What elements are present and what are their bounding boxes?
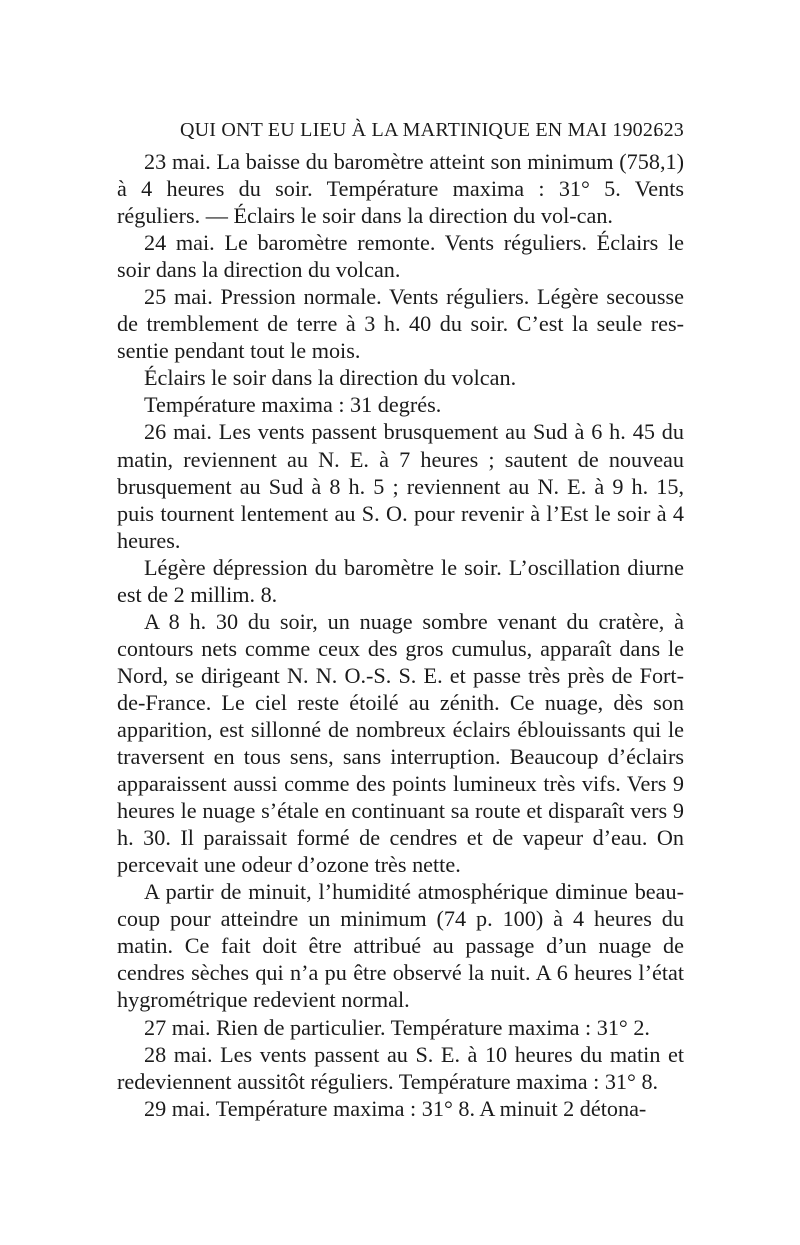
paragraph-may-26: 26 mai. Les vents passent brusquement au Sud à 6 h. 45 du matin, reviennent au N. E. à 7 heures ; sautent de nouveau brusquement au Sud à 8 h. 5 ; reviennent au N. E. à 9 h. 15, puis tournent lentement au S. O. pour revenir à l’Est le soir à 4 heures. (117, 419, 684, 553)
paragraph-dark-cloud: A 8 h. 30 du soir, un nuage sombre venant du cratère, à contours nets comme ceux des gros cumulus, apparaît dans le Nord, se dirigeant N. N. O.-S. S. E. et passe très près de Fort-de-France. Le ciel reste étoilé au zénith. Ce nuage, dès son apparition, est sillonné de nombreux éclairs éblouissants qui le traversent en tous sens, sans interruption. Beaucoup d’éclairs apparaissent aussi comme des points lumineux très vifs. Vers 9 heures le nuage s’étale en continuant sa route et disparaît vers 9 h. 30. Il paraissait formé de cendres et de vapeur d’eau. On percevait une odeur d’ozone très nette. (117, 608, 684, 878)
paragraph-humidity: A partir de minuit, l’humidité atmosphérique diminue beau-coup pour atteindre un minimum (74 p. 100) à 4 heures du matin. Ce fait doit être attribué au passage d’un nuage de cendres sèches qui n’a pu être observé la nuit. A 6 heures l’état hygrométrique redevient normal. (117, 879, 684, 1013)
paragraph-lightning: Éclairs le soir dans la direction du volcan. (144, 365, 517, 391)
paragraph-may-29: 29 mai. Température maxima : 31° 8. A minuit 2 détona- (144, 1095, 647, 1121)
page-number: 623 (653, 119, 684, 141)
paragraph-temperature: Température maxima : 31 degrés. (144, 392, 442, 418)
running-title: QUI ONT EU LIEU À LA MARTINIQUE EN MAI 1902. (180, 119, 659, 141)
paragraph-may-27: 27 mai. Rien de particulier. Température maxima : 31° 2. (144, 1014, 650, 1040)
paragraph-may-24: 24 mai. Le baromètre remonte. Vents réguliers. Éclairs le soir dans la direction du volcan. (117, 230, 684, 283)
paragraph-may-28: 28 mai. Les vents passent au S. E. à 10 heures du matin et redeviennent aussitôt réguliers. Température maxima : 31° 8. (117, 1041, 684, 1094)
body-text (117, 148, 684, 1122)
running-head (117, 114, 684, 144)
paragraph-may-25: 25 mai. Pression normale. Vents réguliers. Légère secousse de tremblement de terre à 3 h. 40 du soir. C’est la seule res-sentie pendant tout le mois. (117, 284, 684, 364)
paragraph-may-23: 23 mai. La baisse du baromètre atteint son minimum (758,1) à 4 heures du soir. Température maxima : 31° 5. Vents réguliers. — Éclairs le soir dans la direction du vol-can. (117, 149, 684, 229)
paragraph-pressure-drop: Légère dépression du baromètre le soir. L’oscillation diurne est de 2 millim. 8. (117, 554, 684, 607)
